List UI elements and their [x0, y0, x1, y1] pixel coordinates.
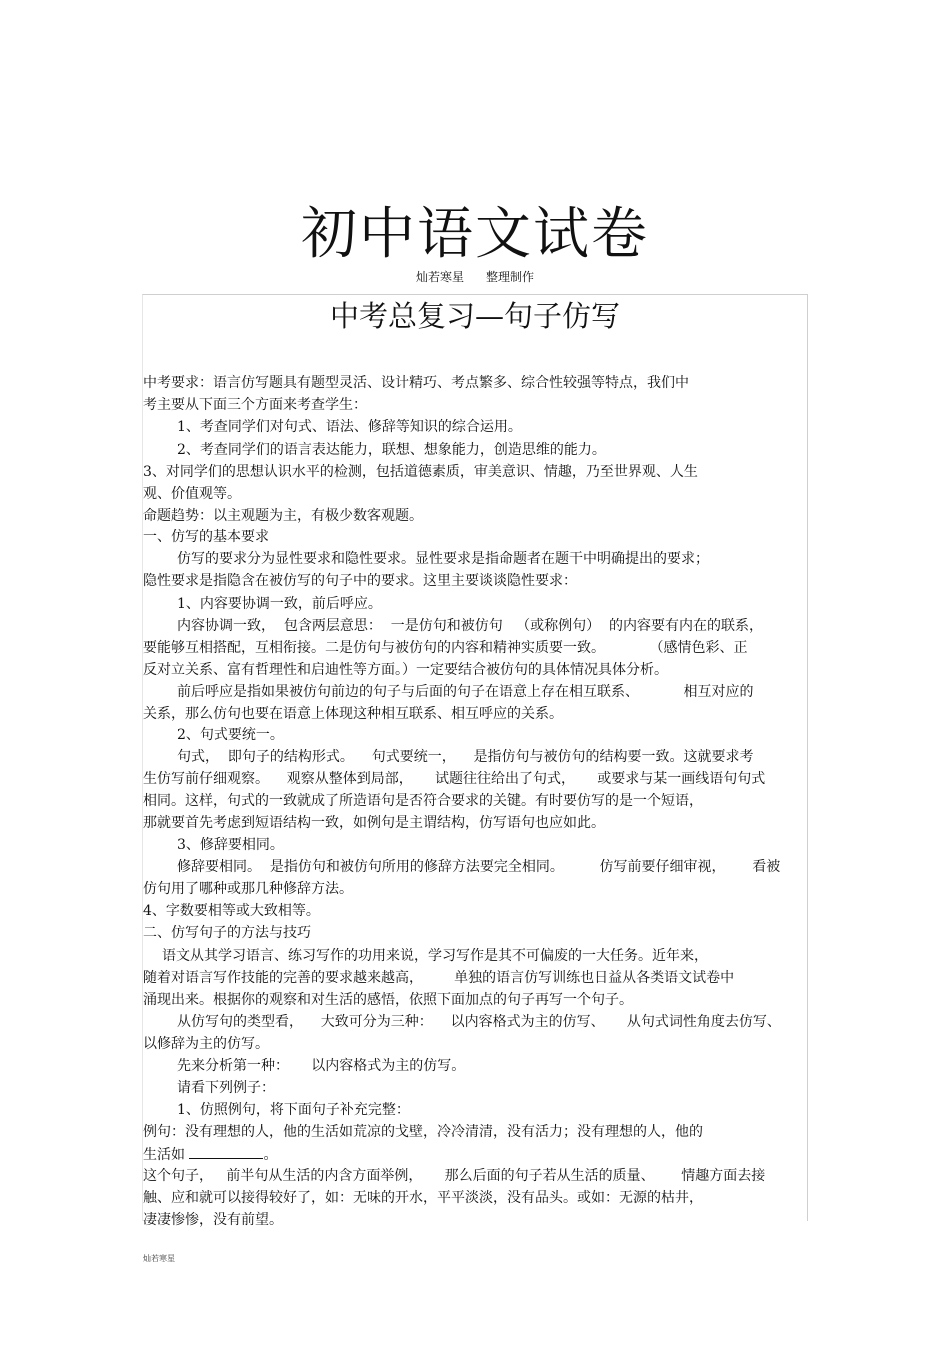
- author-role: 整理制作: [486, 270, 535, 284]
- paragraph-line: 仿句用了哪种或那几种修辞方法。: [143, 881, 353, 897]
- page-footer: 灿若寒星: [143, 1254, 175, 1263]
- paragraph-line: 例句：没有理想的人，他的生活如荒凉的戈壁，冷冷清清，没有活力；没有理想的人，他的: [143, 1124, 703, 1140]
- paragraph-line: 关系，那么仿句也要在语意上体现这种相互联系、相互呼应的关系。: [143, 706, 563, 722]
- paragraph-line: 先来分析第一种： 以内容格式为主的仿写。: [177, 1058, 466, 1074]
- paragraph-line: 考主要从下面三个方面来考查学生：: [143, 397, 367, 413]
- author-name: 灿若寒星: [415, 270, 464, 284]
- paragraph-line: 一、仿写的基本要求: [143, 529, 269, 545]
- paragraph-line: 生仿写前仔细观察。 观察从整体到局部， 试题往往给出了句式， 或要求与某一画线语句句式: [143, 771, 766, 787]
- paragraph-line: 3、对同学们的思想认识水平的检测，包括道德素质，审美意识、情趣，乃至世界观、人生: [143, 464, 698, 480]
- paragraph-line: 以修辞为主的仿写。: [143, 1036, 269, 1052]
- paragraph-line: 1、仿照例句，将下面句子补充完整：: [177, 1102, 410, 1118]
- paragraph-line: 请看下列例子：: [177, 1080, 275, 1096]
- paragraph-line: [143, 1144, 277, 1165]
- paragraph-line: 前后呼应是指如果被仿句前边的句子与后面的句子在语意上存在相互联系、 相互对应的: [177, 684, 754, 700]
- paragraph-line: 中考要求：语言仿写题具有题型灵活、设计精巧、考点繁多、综合性较强等特点，我们中: [143, 375, 689, 391]
- paragraph-line: 相同。这样，句式的一致就成了所造语句是否符合要求的关键。有时要仿写的是一个短语，: [143, 793, 703, 809]
- paragraph-line: 这个句子， 前半句从生活的内含方面举例， 那么后面的句子若从生活的质量、 情趣方面去接: [143, 1168, 766, 1184]
- paragraph-line: 凄凄惨惨，没有前望。: [143, 1212, 283, 1228]
- paragraph-line: 那就要首先考虑到短语结构一致，如例句是主谓结构，仿写语句也应如此。: [143, 815, 605, 831]
- paragraph-line: 内容协调一致， 包含两层意思： 一是仿句和被仿句 （或称例句） 的内容要有内在的联系，: [177, 618, 764, 634]
- paragraph-line: 要能够互相搭配，互相衔接。二是仿句与被仿句的内容和精神实质要一致。 （感情色彩、正: [143, 640, 748, 656]
- paragraph-line: 2、考查同学们的语言表达能力，联想、想象能力，创造思维的能力。: [177, 442, 606, 458]
- paragraph-line: 3、修辞要相同。: [177, 837, 284, 853]
- paragraph-line: 触、应和就可以接得较好了，如：无味的开水，平平淡淡，没有品头。或如：无源的枯井，: [143, 1190, 703, 1206]
- paragraph-line: 句式， 即句子的结构形式。 句式要统一， 是指仿句与被仿句的结构要一致。这就要求考: [177, 749, 754, 765]
- paragraph-line: 随着对语言写作技能的完善的要求越来越高， 单独的语言仿写训练也日益从各类语文试卷中: [143, 970, 735, 986]
- paragraph-line: 二、仿写句子的方法与技巧: [143, 925, 311, 941]
- line-text: 生活如: [143, 1147, 185, 1163]
- section-title: 中考总复习—句子仿写: [329, 299, 620, 333]
- paragraph-line: 隐性要求是指隐含在被仿写的句子中的要求。这里主要谈谈隐性要求：: [143, 573, 577, 589]
- paragraph-line: 观、价值观等。: [143, 486, 241, 502]
- paragraph-line: 反对立关系、富有哲理性和启迪性等方面。）一定要结合被仿句的具体情况具体分析。: [143, 662, 668, 678]
- paragraph-line: 仿写的要求分为显性要求和隐性要求。显性要求是指命题者在题干中明确提出的要求；: [177, 551, 709, 567]
- paragraph-line: 1、内容要协调一致，前后呼应。: [177, 596, 382, 612]
- paragraph-line: 4、字数要相等或大致相等。: [143, 903, 320, 919]
- paragraph-line: 修辞要相同。 是指仿句和被仿句所用的修辞方法要完全相同。 仿写前要仔细审视， 看被: [177, 859, 781, 875]
- page-title: 初中语文试卷: [301, 202, 649, 267]
- line-text: 。: [263, 1147, 278, 1163]
- author-line: [0, 268, 950, 286]
- paragraph-line: 涌现出来。根据你的观察和对生活的感悟，依照下面加点的句子再写一个句子。: [143, 992, 633, 1008]
- paragraph-line: 从仿写句的类型看， 大致可分为三种： 以内容格式为主的仿写、 从句式词性角度去仿写、: [177, 1014, 781, 1030]
- paragraph-line: 命题趋势：以主观题为主，有极少数客观题。: [143, 508, 423, 524]
- answer-blank[interactable]: [189, 1144, 263, 1159]
- paragraph-line: 语文从其学习语言、练习写作的功用来说，学习写作是其不可偏废的一大任务。近年来，: [162, 948, 708, 964]
- paragraph-line: 2、句式要统一。: [177, 727, 284, 743]
- paragraph-line: 1、考查同学们对句式、语法、修辞等知识的综合运用。: [177, 419, 522, 435]
